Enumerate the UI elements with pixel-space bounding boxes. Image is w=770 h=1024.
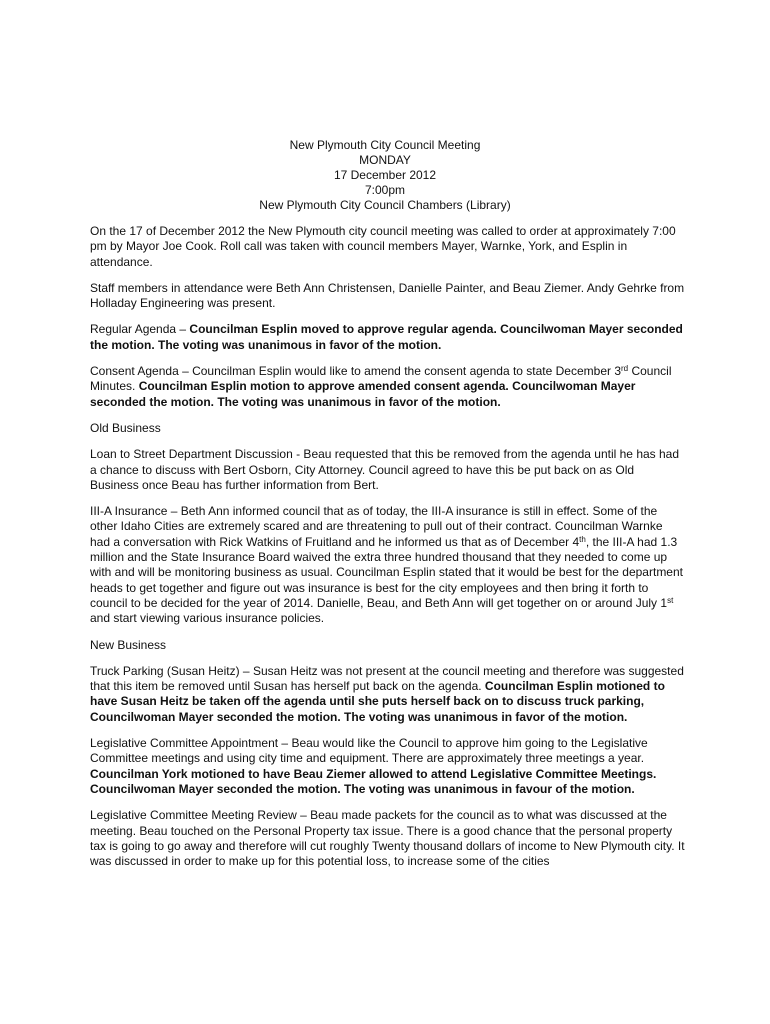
truck-parking-lead: Truck Parking (Susan Heitz) – Susan Heitz was not present at the council meeting and therefore was suggested that this item be removed until Susan has herself put back on the agenda. xyxy=(90,663,684,694)
legislative-review-paragraph: Legislative Committee Meeting Review – Beau made packets for the council as to what was discussed at the meeting. Beau touched on the Personal Property tax issue. There is a good chance that the personal property tax is going to go away and therefore will cut roughly Twenty thousand dollars of income to New Plymouth city. It was discussed in order to make up for this potential loss, to increase some of the cities xyxy=(90,808,685,869)
consent-agenda-paragraph xyxy=(90,364,685,410)
ordinal-suffix: rd xyxy=(621,364,629,374)
minutes-body xyxy=(90,224,685,880)
legislative-appointment-lead: Legislative Committee Appointment – Beau would like the Council to approve him going to the Legislative Committee meetings and using city time and equipment. There are approximately three meetings a year. xyxy=(90,736,648,766)
consent-agenda-lead: Consent Agenda – Councilman Esplin would like to amend the consent agenda to state December 3 xyxy=(90,364,621,379)
meeting-day: MONDAY xyxy=(359,153,411,167)
ordinal-suffix: th xyxy=(579,534,586,544)
insurance-text-2: , the III-A had 1.3 million and the State Insurance Board waived the extra three hundred thousand that they needed to come up with and will be monitoring business as usual. Councilman Esplin stated that it would be best for the department heads to get together and figure out was insurance is best for the city employees and then bring it forth to council to be decided for the year of 2014. Danielle, Beau, and Beth Ann will get together on or around July 1 xyxy=(90,534,683,610)
consent-agenda-motion: Councilman Esplin motion to approve amended consent agenda. Councilwoman Mayer seconded the motion. The voting was unanimous in favor of the motion. xyxy=(90,379,636,409)
meeting-title: New Plymouth City Council Meeting xyxy=(289,138,481,152)
regular-agenda-motion: Councilman Esplin moved to approve regular agenda. Councilwoman Mayer seconded the motion. The voting was unanimous in favor of the motion. xyxy=(90,322,683,352)
regular-agenda-lead: Regular Agenda – xyxy=(90,322,190,337)
loan-discussion-paragraph: Loan to Street Department Discussion - Beau requested that this be removed from the agenda until he has had a chance to discuss with Bert Osborn, City Attorney. Council agreed to have this be put back on as Old Business once Beau has further information from Bert. xyxy=(90,447,680,492)
consent-agenda-lead-cont: Council Minutes. xyxy=(90,364,672,394)
truck-parking-motion: Councilman Esplin motioned to have Susan Heitz be taken off the agenda until she puts herself back on to discuss truck parking, Councilwoman Mayer seconded the motion. The voting was unanimous in favor of the motion. xyxy=(90,679,665,724)
insurance-paragraph xyxy=(90,504,685,626)
meeting-header xyxy=(0,138,770,213)
legislative-appointment-motion: Councilman York motioned to have Beau Ziemer allowed to attend Legislative Committee Meetings. Councilwoman Mayer seconded the motion. The voting was unanimous in favour of the motion. xyxy=(90,766,657,796)
meeting-date: 17 December 2012 xyxy=(333,168,437,182)
call-to-order-paragraph: On the 17 of December 2012 the New Plymouth city council meeting was called to order at approximately 7:00 pm by Mayor Joe Cook. Roll call was taken with council members Mayer, Warnke, York, and Esplin in attendance. xyxy=(90,224,676,269)
staff-attendance-paragraph: Staff members in attendance were Beth Ann Christensen, Danielle Painter, and Beau Ziemer. Andy Gehrke from Holladay Engineering was present. xyxy=(90,280,685,311)
ordinal-suffix: st xyxy=(667,595,674,605)
insurance-text-3: and start viewing various insurance policies. xyxy=(90,611,325,626)
new-business-heading: New Business xyxy=(90,637,167,652)
truck-parking-paragraph xyxy=(90,664,685,725)
meeting-location: New Plymouth City Council Chambers (Library) xyxy=(259,198,511,212)
legislative-appointment-paragraph xyxy=(90,736,685,797)
regular-agenda-paragraph xyxy=(90,322,685,353)
old-business-heading: Old Business xyxy=(90,420,161,435)
meeting-time: 7:00pm xyxy=(364,183,406,197)
insurance-text-1: III-A Insurance – Beth Ann informed council that as of today, the III-A insurance is still in effect. Some of the other Idaho Cities are extremely scared and are threatening to pull out of their contract. Councilman Warnke had a conversation with Rick Watkins of Fruitland and he informed us that as of December 4 xyxy=(90,504,663,549)
